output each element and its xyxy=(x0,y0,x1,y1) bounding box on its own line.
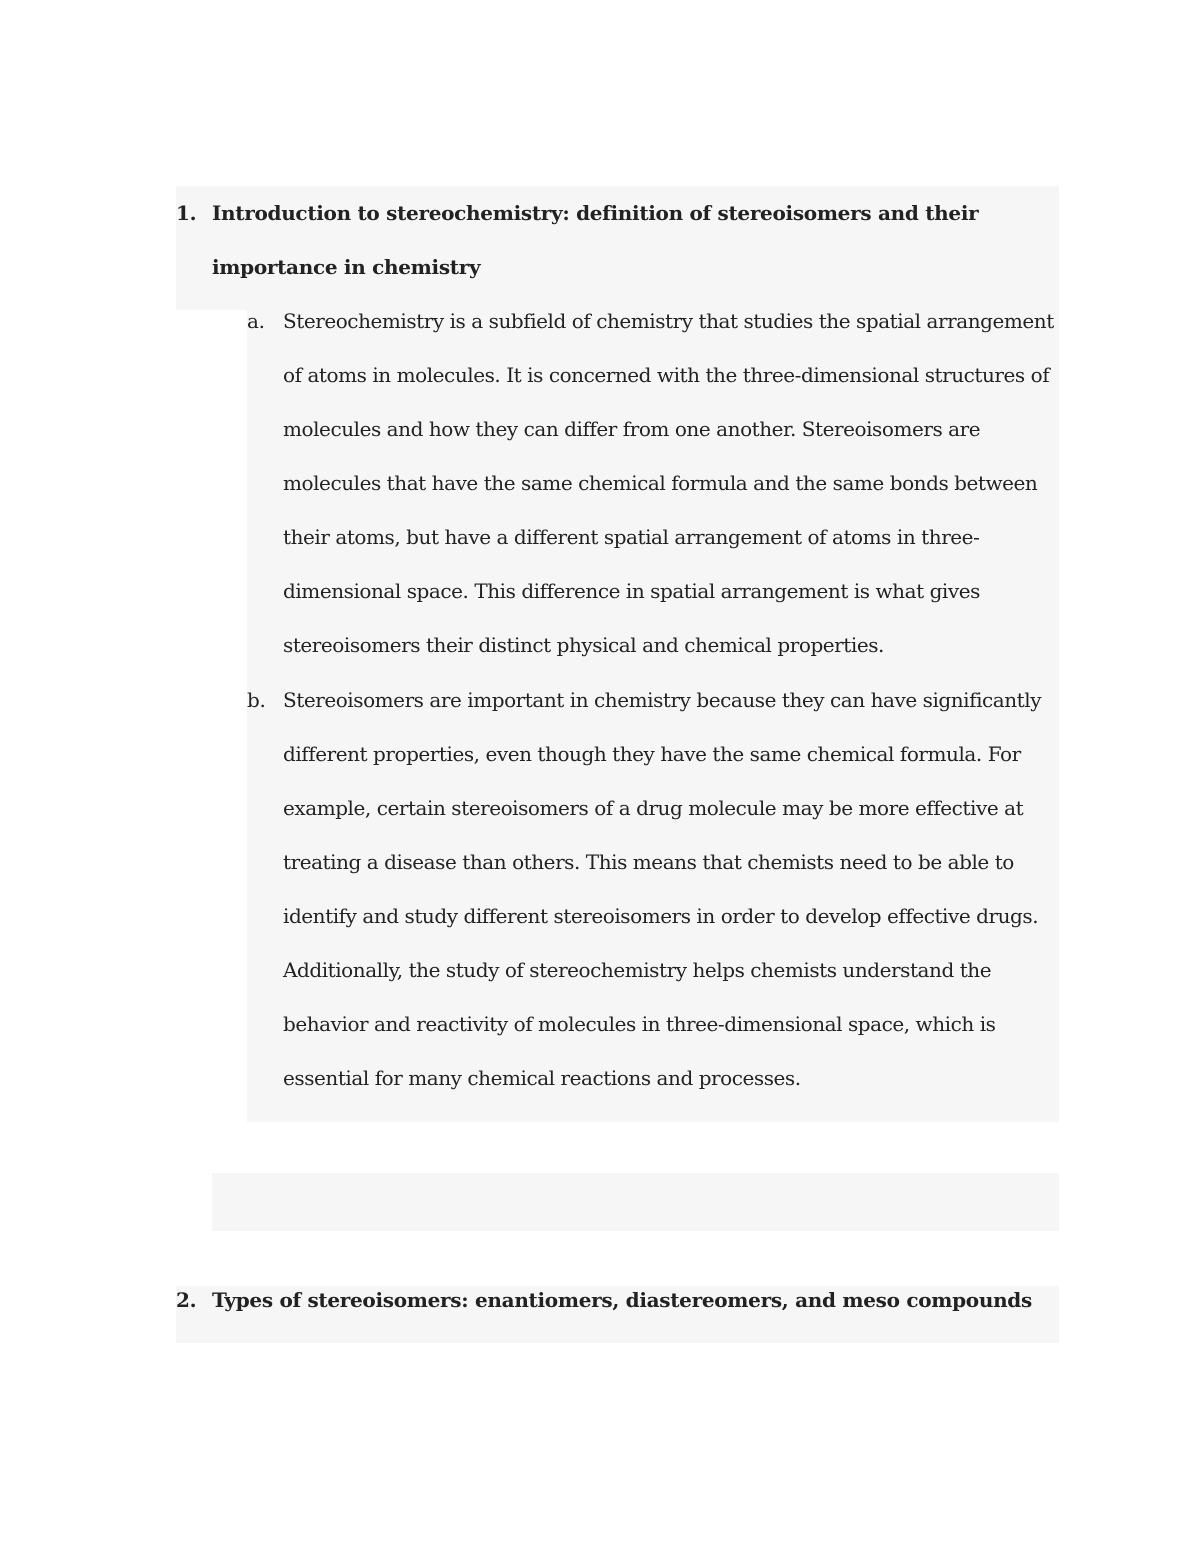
section-2-number: 2. xyxy=(176,1288,197,1312)
item-a-letter: a. xyxy=(247,309,265,333)
section-1-number: 1. xyxy=(176,201,197,225)
empty-paragraph-shade xyxy=(212,1173,1059,1231)
item-b-letter: b. xyxy=(247,688,266,712)
section-1-title: Introduction to stereochemistry: definition of stereoisomers and their importance in chemistry xyxy=(212,201,979,279)
item-b-paragraph: Stereoisomers are important in chemistry because they can have significantly different properties, even though they have the same chemical formula. For example, certain stereoisomers of a drug molecule may be more effective at treating a disease than others. This means that chemists need to be able to identify and study different stereoisomers in order to develop effective drugs. Additionally, the study of stereochemistry helps chemists understand the behavior and reactivity of molecules in three-dimensional space, which is essential for many chemical reactions and processes. xyxy=(283,688,1042,1090)
section-2-title: Types of stereoisomers: enantiomers, diastereomers, and meso compounds xyxy=(212,1288,1032,1312)
item-a-paragraph: Stereochemistry is a subfield of chemistry that studies the spatial arrangement of atoms in molecules. It is concerned with the three-dimensional structures of molecules and how they can differ from one another. Stereoisomers are molecules that have the same chemical formula and the same bonds between their atoms, but have a different spatial arrangement of atoms in three-dimensional space. This difference in spatial arrangement is what gives stereoisomers their distinct physical and chemical properties. xyxy=(283,309,1054,657)
